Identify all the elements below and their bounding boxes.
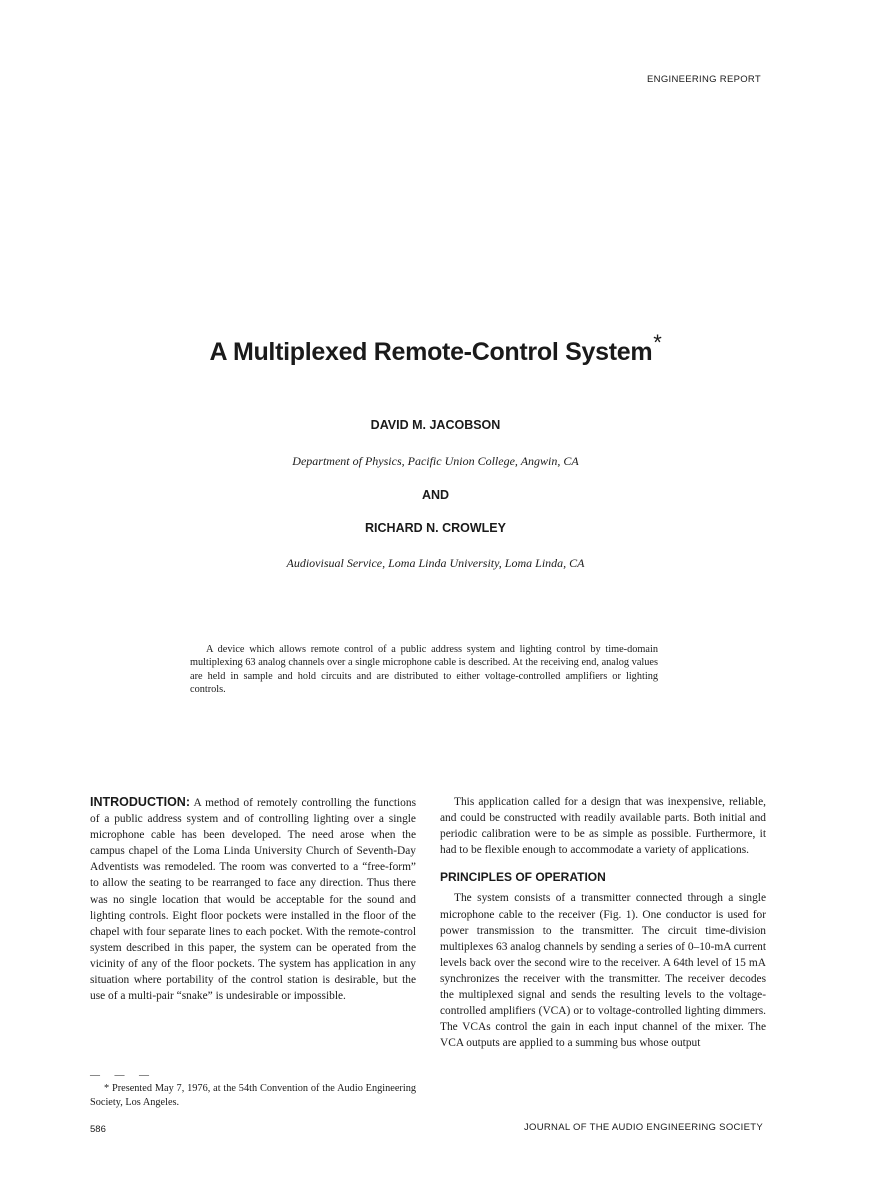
footnote: * Presented May 7, 1976, at the 54th Convention of the Audio Engineering Society, Los Angeles.: [90, 1083, 416, 1108]
introduction-paragraph: [90, 794, 416, 1004]
paper-title: [0, 330, 871, 367]
footnote-rule: — — —: [90, 1070, 155, 1081]
left-column: [90, 794, 416, 1004]
body-paragraph-1: This application called for a design that was inexpensive, reliable, and could be constructed with readily available parts. Both initial and periodic calibration were to be as simple as possible. Furthermore, it had to be flexible enough to accommodate a variety of applications.: [440, 796, 766, 857]
page-number: 586: [90, 1124, 106, 1135]
author-conjunction: AND: [421, 488, 450, 502]
title-text: A Multiplexed Remote-Control System: [209, 338, 653, 366]
journal-name: JOURNAL OF THE AUDIO ENGINEERING SOCIETY: [524, 1122, 763, 1133]
author-affiliation-2: Audiovisual Service, Loma Linda University, Loma Linda, CA: [286, 556, 585, 570]
body-paragraph-2: The system consists of a transmitter connected through a single microphone cable to the receiver (Fig. 1). One conductor is used for power transmission to the transmitter. The circuit time-division multiplexes 63 analog channels by sending a series of 0–10-mA current levels back over the second wire to the receiver. A 64th level of 15 mA synchronizes the receiver with the transmitter. The receiver decodes the multiplexed signal and sends the resulting levels to the voltage-controlled amplifiers (VCA) or to voltage-controlled lighting dimmers. The VCAs control the gain in each input channel of the mixer. The VCA outputs are applied to a summing bus whose output: [440, 892, 766, 1050]
author-name-2: RICHARD N. CROWLEY: [365, 521, 506, 535]
introduction-text: A method of remotely controlling the functions of a public address system and of controlling lighting over a single microphone cable has been developed. The need arose when the campus chapel of the Loma Linda University Church of Seventh-Day Adventists was remodeled. The room was converted to a “free-form” to allow the seating to be rearranged to face any direction. Thus there was no single location that would be acceptable for the sound and lighting controls. Eight floor pockets were installed in the floor of the chapel with four separate lines to each pocket. With the remote-control system described in this paper, the system can be operated from the vicinity of any of the floor pockets. The system has application in any situation where portability of the control station is desirable, but the use of a multi-pair “snake” is undesirable or impossible.: [90, 797, 417, 1003]
section-heading-principles: PRINCIPLES OF OPERATION: [440, 870, 606, 885]
author-affiliation-1: Department of Physics, Pacific Union College, Angwin, CA: [292, 454, 579, 468]
title-footnote-mark: *: [653, 330, 662, 355]
abstract: A device which allows remote control of a public address system and lighting control by time-domain multiplexing 63 analog channels over a single microphone cable is described. At the receiving end, analog values are held in sample and hold circuits and are distributed to either voltage-controlled amplifiers or lighting controls.: [190, 644, 658, 695]
author-name-1: DAVID M. JACOBSON: [370, 418, 501, 432]
introduction-heading: INTRODUCTION:: [90, 795, 190, 809]
section-label: ENGINEERING REPORT: [647, 74, 761, 85]
right-column: [440, 794, 766, 1051]
